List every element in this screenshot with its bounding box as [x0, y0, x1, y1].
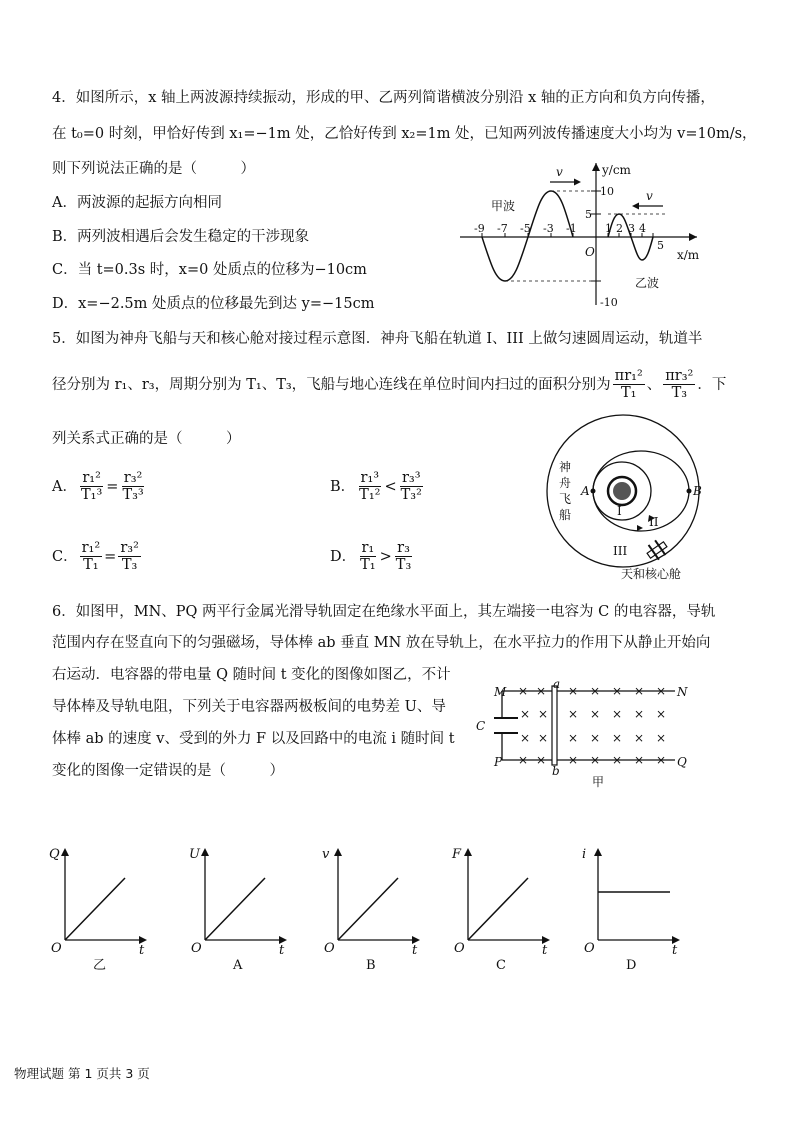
- area-fraction-3: [663, 368, 695, 401]
- q4-option-c: C．当 t=0.3s 时，x=0 处质点的位移为−10cm: [52, 262, 367, 278]
- svg-text:×: ×: [656, 753, 667, 767]
- opt-d-label: D．: [330, 548, 357, 565]
- origin-label: O: [51, 941, 62, 956]
- x-tick-neg9: -9: [474, 222, 485, 235]
- svg-text:×: ×: [634, 684, 645, 698]
- y-axis-arrow: [464, 848, 472, 856]
- q5-line-1: 5．如图为神舟飞船与天和核心舱对接过程示意图．神舟飞船在轨道 I、III 上做匀速圆周运动，轨道半: [52, 331, 703, 347]
- svg-text:×: ×: [612, 707, 623, 721]
- opt-b-label: B．: [330, 478, 356, 495]
- label-c: C: [476, 719, 486, 733]
- svg-text:×: ×: [568, 707, 579, 721]
- svg-text:×: ×: [590, 753, 601, 767]
- q6-line-3: 右运动．电容器的带电量 Q 随时间 t 变化的图像如图乙，不计: [52, 667, 451, 683]
- svg-text:×: ×: [612, 684, 623, 698]
- area-separator: 、: [646, 376, 662, 393]
- opt-d-l-den: T₁: [360, 557, 376, 573]
- graph-caption: B: [366, 958, 376, 973]
- opt-c-r-num: r₃²: [120, 540, 139, 556]
- opt-a-op: =: [106, 478, 119, 495]
- q5-option-d: [330, 540, 415, 573]
- page-footer: 物理试题 第 1 页共 3 页: [14, 1066, 150, 1081]
- magnetic-field-crosses: [518, 684, 666, 767]
- svg-text:×: ×: [634, 753, 645, 767]
- svg-text:×: ×: [518, 753, 529, 767]
- x-axis-label: t: [412, 943, 418, 958]
- opt-a-l-den: T₁³: [80, 487, 103, 503]
- opt-a-l-num: r₁²: [82, 470, 101, 486]
- svg-text:×: ×: [538, 731, 549, 745]
- graph-line: [65, 878, 125, 940]
- y-axis-arrow: [592, 163, 600, 171]
- y-axis-label: F: [452, 847, 462, 862]
- q4-line-3: 则下列说法正确的是（ ）: [52, 161, 255, 177]
- opt-b-l-num: r₁³: [360, 470, 380, 486]
- opt-c-l-den: T₁: [83, 557, 99, 573]
- graph-line: [205, 878, 265, 940]
- q5-line-2b: ．下: [697, 376, 727, 393]
- opt-a-r-den: T₃³: [122, 487, 144, 503]
- svg-text:×: ×: [612, 753, 623, 767]
- y-axis-arrow: [594, 848, 602, 856]
- svg-text:×: ×: [568, 731, 579, 745]
- label-b: b: [552, 764, 560, 778]
- origin-label: O: [584, 941, 595, 956]
- svg-text:×: ×: [590, 731, 601, 745]
- x-tick-5: 5: [657, 239, 664, 252]
- svg-text:×: ×: [590, 707, 601, 721]
- q5-line-3: 列关系式正确的是（ ）: [52, 431, 241, 447]
- q5-option-b: [330, 470, 426, 503]
- orbit-i-label: I: [617, 504, 622, 518]
- q4-line-2: 在 t₀=0 时刻，甲恰好传到 x₁=−1m 处，乙恰好传到 x₂=1m 处，已知两列波传播速度大小均为 v=10m/s，: [52, 126, 757, 142]
- origin-label: O: [585, 245, 595, 259]
- svg-text:×: ×: [656, 731, 667, 745]
- x-tick-4: 4: [639, 222, 646, 235]
- area3-den: T₃: [671, 385, 688, 401]
- orbit-iii-label: III: [613, 544, 628, 558]
- opt-b-op: <: [384, 478, 397, 495]
- q5-option-c: [52, 540, 143, 573]
- x-axis-label: t: [672, 943, 678, 958]
- x-tick-neg3: -3: [543, 222, 554, 235]
- q4-option-a: A．两波源的起振方向相同: [52, 195, 222, 211]
- opt-d-r-den: T₃: [395, 557, 412, 573]
- y-axis-label: v: [322, 847, 330, 862]
- x-tick-neg1: -1: [566, 222, 577, 235]
- area-fraction-1: [613, 368, 645, 401]
- ship-label-1: 神: [559, 460, 572, 474]
- y-tick-5: 5: [585, 208, 592, 221]
- v-label-jia: v: [556, 165, 563, 179]
- graph-caption: A: [233, 958, 243, 973]
- area3-num: πr₃²: [665, 368, 694, 384]
- area1-den: T₁: [620, 385, 637, 401]
- svg-text:×: ×: [634, 731, 645, 745]
- x-tick-3: 3: [628, 222, 635, 235]
- station-label: 天和核心舱: [621, 567, 682, 581]
- v-label-yi: v: [646, 189, 653, 203]
- q4-option-b: B．两列波相遇后会发生稳定的干涉现象: [52, 229, 310, 245]
- ship-label-3: 飞: [559, 492, 572, 506]
- earth-core: [613, 482, 631, 500]
- x-tick-neg5: -5: [520, 222, 531, 235]
- x-tick-1: 1: [605, 222, 612, 235]
- y-tick-neg10: -10: [600, 296, 618, 309]
- ship-label-2: 舟: [559, 476, 572, 490]
- y-axis-arrow: [334, 848, 342, 856]
- graph-D: [578, 842, 688, 972]
- orbit-ii-label: II: [649, 515, 659, 529]
- opt-c-l-num: r₁²: [81, 540, 101, 556]
- x-axis-label: t: [139, 943, 145, 958]
- opt-b-l-den: T₁²: [359, 487, 381, 503]
- graph-B: [318, 842, 428, 972]
- graph-A: [185, 842, 295, 972]
- opt-a-label: A．: [52, 478, 77, 495]
- q4-wave-graph: [455, 160, 705, 310]
- label-p: P: [494, 755, 503, 769]
- x-axis-arrow: [689, 233, 697, 241]
- label-q: Q: [677, 755, 687, 769]
- opt-d-r-num: r₃: [397, 540, 410, 556]
- figure-caption-jia: 甲: [592, 775, 605, 789]
- point-b: [687, 489, 692, 494]
- x-axis-label: x/m: [677, 248, 700, 262]
- svg-text:×: ×: [520, 707, 531, 721]
- q6-line-2: 范围内存在竖直向下的匀强磁场，导体棒 ab 垂直 MN 放在导轨上，在水平拉力的作用下从静止开始向: [52, 635, 711, 651]
- point-a: [591, 489, 596, 494]
- y-axis-label: Q: [49, 847, 60, 862]
- opt-a-r-num: r₃²: [123, 470, 143, 486]
- q6-line-6: 变化的图像一定错误的是（ ）: [52, 763, 284, 779]
- svg-text:×: ×: [536, 684, 547, 698]
- wave-jia-label: 甲波: [491, 199, 516, 213]
- q4-line-1: 4．如图所示，x 轴上两波源持续振动，形成的甲、乙两列简谐横波分别沿 x 轴的正方向和负方向传播，: [52, 90, 715, 106]
- graph-C: [448, 842, 558, 972]
- q5-option-a: [52, 470, 148, 503]
- opt-c-r-den: T₃: [121, 557, 138, 573]
- svg-text:×: ×: [612, 731, 623, 745]
- label-m: M: [494, 685, 507, 699]
- origin-label: O: [454, 941, 465, 956]
- rod-ab: [552, 686, 557, 765]
- q5-orbit-diagram: [545, 405, 725, 585]
- graph-caption: 乙: [93, 958, 107, 973]
- q6-line-5: 体棒 ab 的速度 v、受到的外力 F 以及回路中的电流 i 随时间 t: [52, 731, 455, 747]
- svg-text:×: ×: [520, 731, 531, 745]
- origin-label: O: [324, 941, 335, 956]
- y-tick-10: 10: [600, 185, 614, 198]
- opt-b-r-den: T₃²: [400, 487, 422, 503]
- q5-line-2a: 径分别为 r₁、r₃，周期分别为 T₁、T₃，飞船与地心连线在单位时间内扫过的面积分别为: [52, 376, 611, 393]
- label-a: a: [553, 677, 561, 691]
- svg-text:×: ×: [536, 753, 547, 767]
- svg-text:×: ×: [634, 707, 645, 721]
- graph-line: [468, 878, 528, 940]
- svg-text:×: ×: [568, 753, 579, 767]
- svg-text:×: ×: [538, 707, 549, 721]
- label-n: N: [677, 685, 688, 699]
- y-axis-label: i: [582, 847, 587, 862]
- q6-rail-diagram: [470, 677, 700, 790]
- q6-line-1: 6．如图甲，MN、PQ 两平行金属光滑导轨固定在绝缘水平面上，其左端接一电容为 C 的电容器，导轨: [52, 604, 716, 620]
- x-axis-label: t: [279, 943, 285, 958]
- y-axis-arrow: [61, 848, 69, 856]
- svg-text:×: ×: [656, 707, 667, 721]
- svg-text:×: ×: [590, 684, 601, 698]
- opt-b-r-num: r₃³: [401, 470, 421, 486]
- x-tick-neg7: -7: [497, 222, 508, 235]
- opt-d-op: >: [379, 548, 392, 565]
- y-axis-arrow: [201, 848, 209, 856]
- origin-label: O: [191, 941, 202, 956]
- graph-乙: [45, 842, 155, 972]
- y-axis-label: y/cm: [602, 163, 631, 177]
- wave-yi-label: 乙波: [635, 276, 660, 290]
- point-a-label: A: [581, 484, 590, 498]
- svg-text:×: ×: [568, 684, 579, 698]
- q5-line-2: [52, 368, 726, 401]
- graph-line: [338, 878, 398, 940]
- x-tick-2: 2: [616, 222, 623, 235]
- opt-c-op: =: [104, 548, 117, 565]
- graph-caption: C: [496, 958, 506, 973]
- opt-c-label: C．: [52, 548, 78, 565]
- q6-line-4: 导体棒及导轨电阻，下列关于电容器两极板间的电势差 U、导: [52, 699, 446, 715]
- graph-caption: D: [626, 958, 637, 973]
- y-axis-label: U: [189, 847, 200, 862]
- q4-option-d: D．x=−2.5m 处质点的位移最先到达 y=−15cm: [52, 296, 375, 312]
- ship-label-4: 船: [559, 508, 572, 522]
- svg-text:×: ×: [656, 684, 667, 698]
- svg-text:×: ×: [518, 684, 529, 698]
- x-axis-label: t: [542, 943, 548, 958]
- area1-num: πr₁²: [614, 368, 643, 384]
- point-b-label: B: [693, 484, 702, 498]
- opt-d-l-num: r₁: [361, 540, 375, 556]
